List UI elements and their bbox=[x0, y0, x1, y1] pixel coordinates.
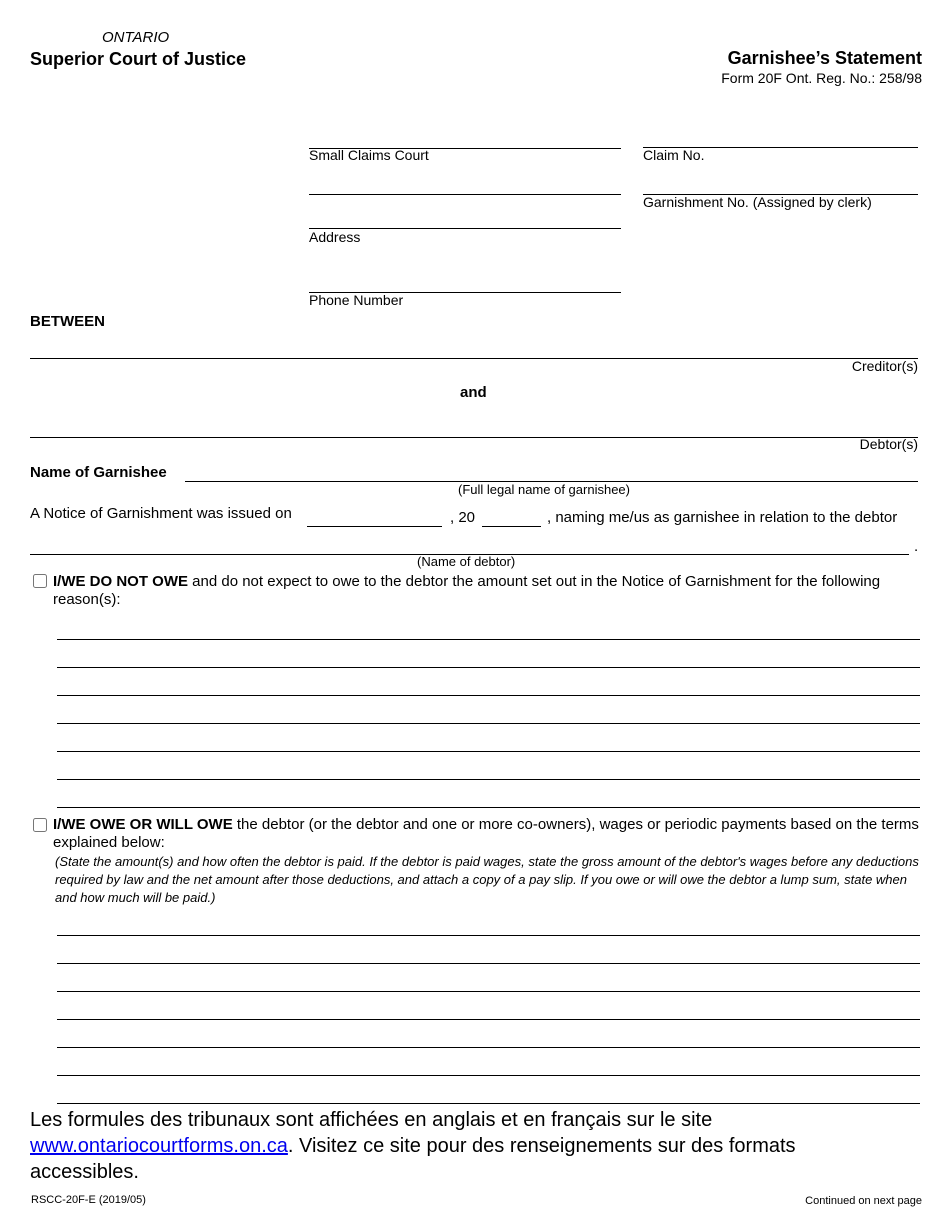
court-address-line-2[interactable] bbox=[309, 208, 621, 229]
debtor-field[interactable] bbox=[30, 417, 918, 438]
continued-note: Continued on next page bbox=[805, 1195, 922, 1207]
reason-line[interactable] bbox=[57, 639, 920, 640]
garnishee-name-caption: (Full legal name of garnishee) bbox=[458, 482, 630, 497]
owe-text bbox=[53, 816, 921, 852]
debtor-label: Debtor(s) bbox=[859, 436, 918, 452]
claim-no-field[interactable] bbox=[643, 127, 918, 148]
reason-line[interactable] bbox=[57, 807, 920, 808]
do-not-owe-text bbox=[53, 573, 921, 609]
notice-issued-prefix: A Notice of Garnishment was issued on bbox=[30, 505, 292, 522]
small-claims-court-label: Small Claims Court bbox=[309, 147, 429, 163]
ontario-court-forms-link[interactable]: www.ontariocourtforms.on.ca bbox=[30, 1135, 288, 1157]
province-label: ONTARIO bbox=[102, 29, 170, 46]
detail-line[interactable] bbox=[57, 1019, 920, 1020]
reason-line[interactable] bbox=[57, 695, 920, 696]
debtor-name-caption: (Name of debtor) bbox=[417, 554, 516, 569]
garnishment-no-field[interactable] bbox=[643, 174, 918, 195]
detail-line[interactable] bbox=[57, 963, 920, 964]
do-not-owe-body: and do not expect to owe to the debtor the amount set out in the Notice of Garnishment for the following reason(s): bbox=[53, 573, 881, 608]
language-notice-part1: Les formules des tribunaux sont affichées en anglais et en français sur le site bbox=[30, 1109, 713, 1131]
creditor-field[interactable] bbox=[30, 338, 918, 359]
phone-number-label: Phone Number bbox=[309, 292, 404, 308]
detail-line[interactable] bbox=[57, 1075, 920, 1076]
court-address-line-1[interactable] bbox=[309, 174, 621, 195]
form-number: Form 20F Ont. Reg. No.: 258/98 bbox=[721, 70, 922, 86]
do-not-owe-bold: I/WE DO NOT OWE bbox=[53, 573, 188, 590]
debtor-name-field[interactable] bbox=[30, 534, 909, 555]
detail-line[interactable] bbox=[57, 991, 920, 992]
owe-bold: I/WE OWE OR WILL OWE bbox=[53, 816, 233, 833]
owe-instructions: (State the amount(s) and how often the debtor is paid. If the debtor is paid wages, state the gross amount of the debtor's wages before any deductions required by law and the net amount after those deductions, and attach a copy of a pay slip. If you owe or will owe the debtor a lump sum, state when and how much will be paid.) bbox=[55, 854, 919, 905]
detail-line[interactable] bbox=[57, 935, 920, 936]
notice-year-prefix: , 20 bbox=[450, 509, 476, 526]
claim-no-label: Claim No. bbox=[643, 147, 705, 163]
do-not-owe-checkbox[interactable] bbox=[33, 574, 47, 588]
reason-line[interactable] bbox=[57, 779, 920, 780]
phone-number-field[interactable] bbox=[309, 272, 621, 293]
detail-line[interactable] bbox=[57, 1047, 920, 1048]
garnishment-no-label: Garnishment No. (Assigned by clerk) bbox=[643, 194, 872, 210]
owe-checkbox[interactable] bbox=[33, 818, 47, 832]
garnishee-name-label: Name of Garnishee bbox=[30, 464, 167, 481]
small-claims-court-field[interactable] bbox=[309, 128, 621, 149]
creditor-label: Creditor(s) bbox=[851, 358, 918, 374]
garnishee-name-field[interactable] bbox=[185, 461, 918, 482]
reason-line[interactable] bbox=[57, 751, 920, 752]
reason-line[interactable] bbox=[57, 667, 920, 668]
detail-line[interactable] bbox=[57, 1103, 920, 1104]
period-mark: . bbox=[914, 538, 919, 555]
reason-line[interactable] bbox=[57, 723, 920, 724]
owe-body: the debtor (or the debtor and one or more co-owners), wages or periodic payments based on the terms explained below: bbox=[53, 816, 919, 851]
form-title: Garnishee’s Statement bbox=[727, 48, 922, 68]
notice-year-field[interactable] bbox=[482, 506, 541, 527]
notice-date-field[interactable] bbox=[307, 506, 442, 527]
between-label: BETWEEN bbox=[30, 313, 105, 330]
language-notice-part2: . Visitez ce site pour des renseignements sur des formats accessibles. bbox=[30, 1135, 796, 1183]
language-notice bbox=[30, 1107, 910, 1185]
court-name: Superior Court of Justice bbox=[30, 49, 247, 69]
notice-suffix: , naming me/us as garnishee in relation to the debtor bbox=[547, 509, 898, 526]
form-code: RSCC-20F-E (2019/05) bbox=[31, 1194, 146, 1206]
and-label: and bbox=[460, 384, 487, 401]
address-label: Address bbox=[309, 229, 361, 245]
